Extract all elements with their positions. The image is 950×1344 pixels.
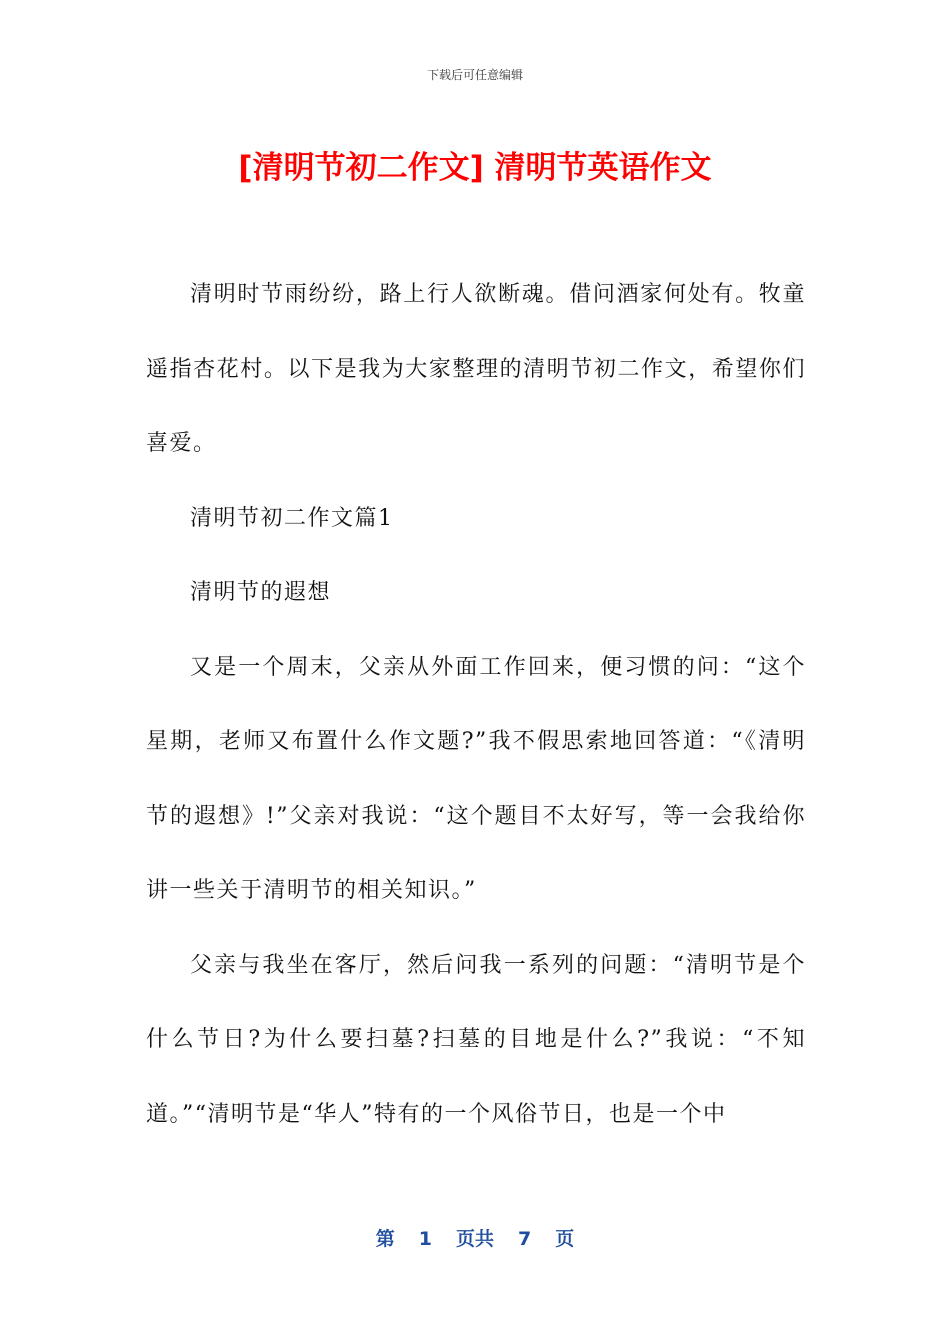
page-footer <box>0 1224 950 1251</box>
page-label-middle: 页共 <box>455 1228 494 1250</box>
page-current: 1 <box>418 1228 432 1250</box>
paragraph-section-heading: 清明节初二作文篇1 <box>190 505 394 531</box>
document-title: [清明节初二作文] 清明节英语作文 <box>238 150 712 186</box>
paragraph-body-1: 又是一个周末，父亲从外面工作回来，便习惯的问：“这个星期，老师又布置什么作文题?”我不假思索地回答道：“《清明节的遐想》!”父亲对我说：“这个题目不太好写，等一会我给你讲一些关于清明节的相关知识。” <box>146 654 806 903</box>
header-note: 下载后可任意编辑 <box>426 68 523 82</box>
paragraph-body-2: 父亲与我坐在客厅，然后问我一系列的问题：“清明节是个什么节日?为什么要扫墓?扫墓的目地是什么?”我说：“不知道。”“清明节是“华人”特有的一个风俗节日，也是一个中 <box>146 952 806 1127</box>
paragraph-essay-title: 清明节的遐想 <box>190 580 332 605</box>
document-body <box>146 258 806 1152</box>
paragraph-intro: 清明时节雨纷纷，路上行人欲断魂。借问酒家何处有。牧童遥指杏花村。以下是我为大家整理的清明节初二作文，希望你们喜爱。 <box>146 282 806 456</box>
page-label-prefix: 第 <box>375 1228 395 1250</box>
page-total: 7 <box>518 1228 532 1250</box>
page-label-suffix: 页 <box>555 1228 575 1250</box>
